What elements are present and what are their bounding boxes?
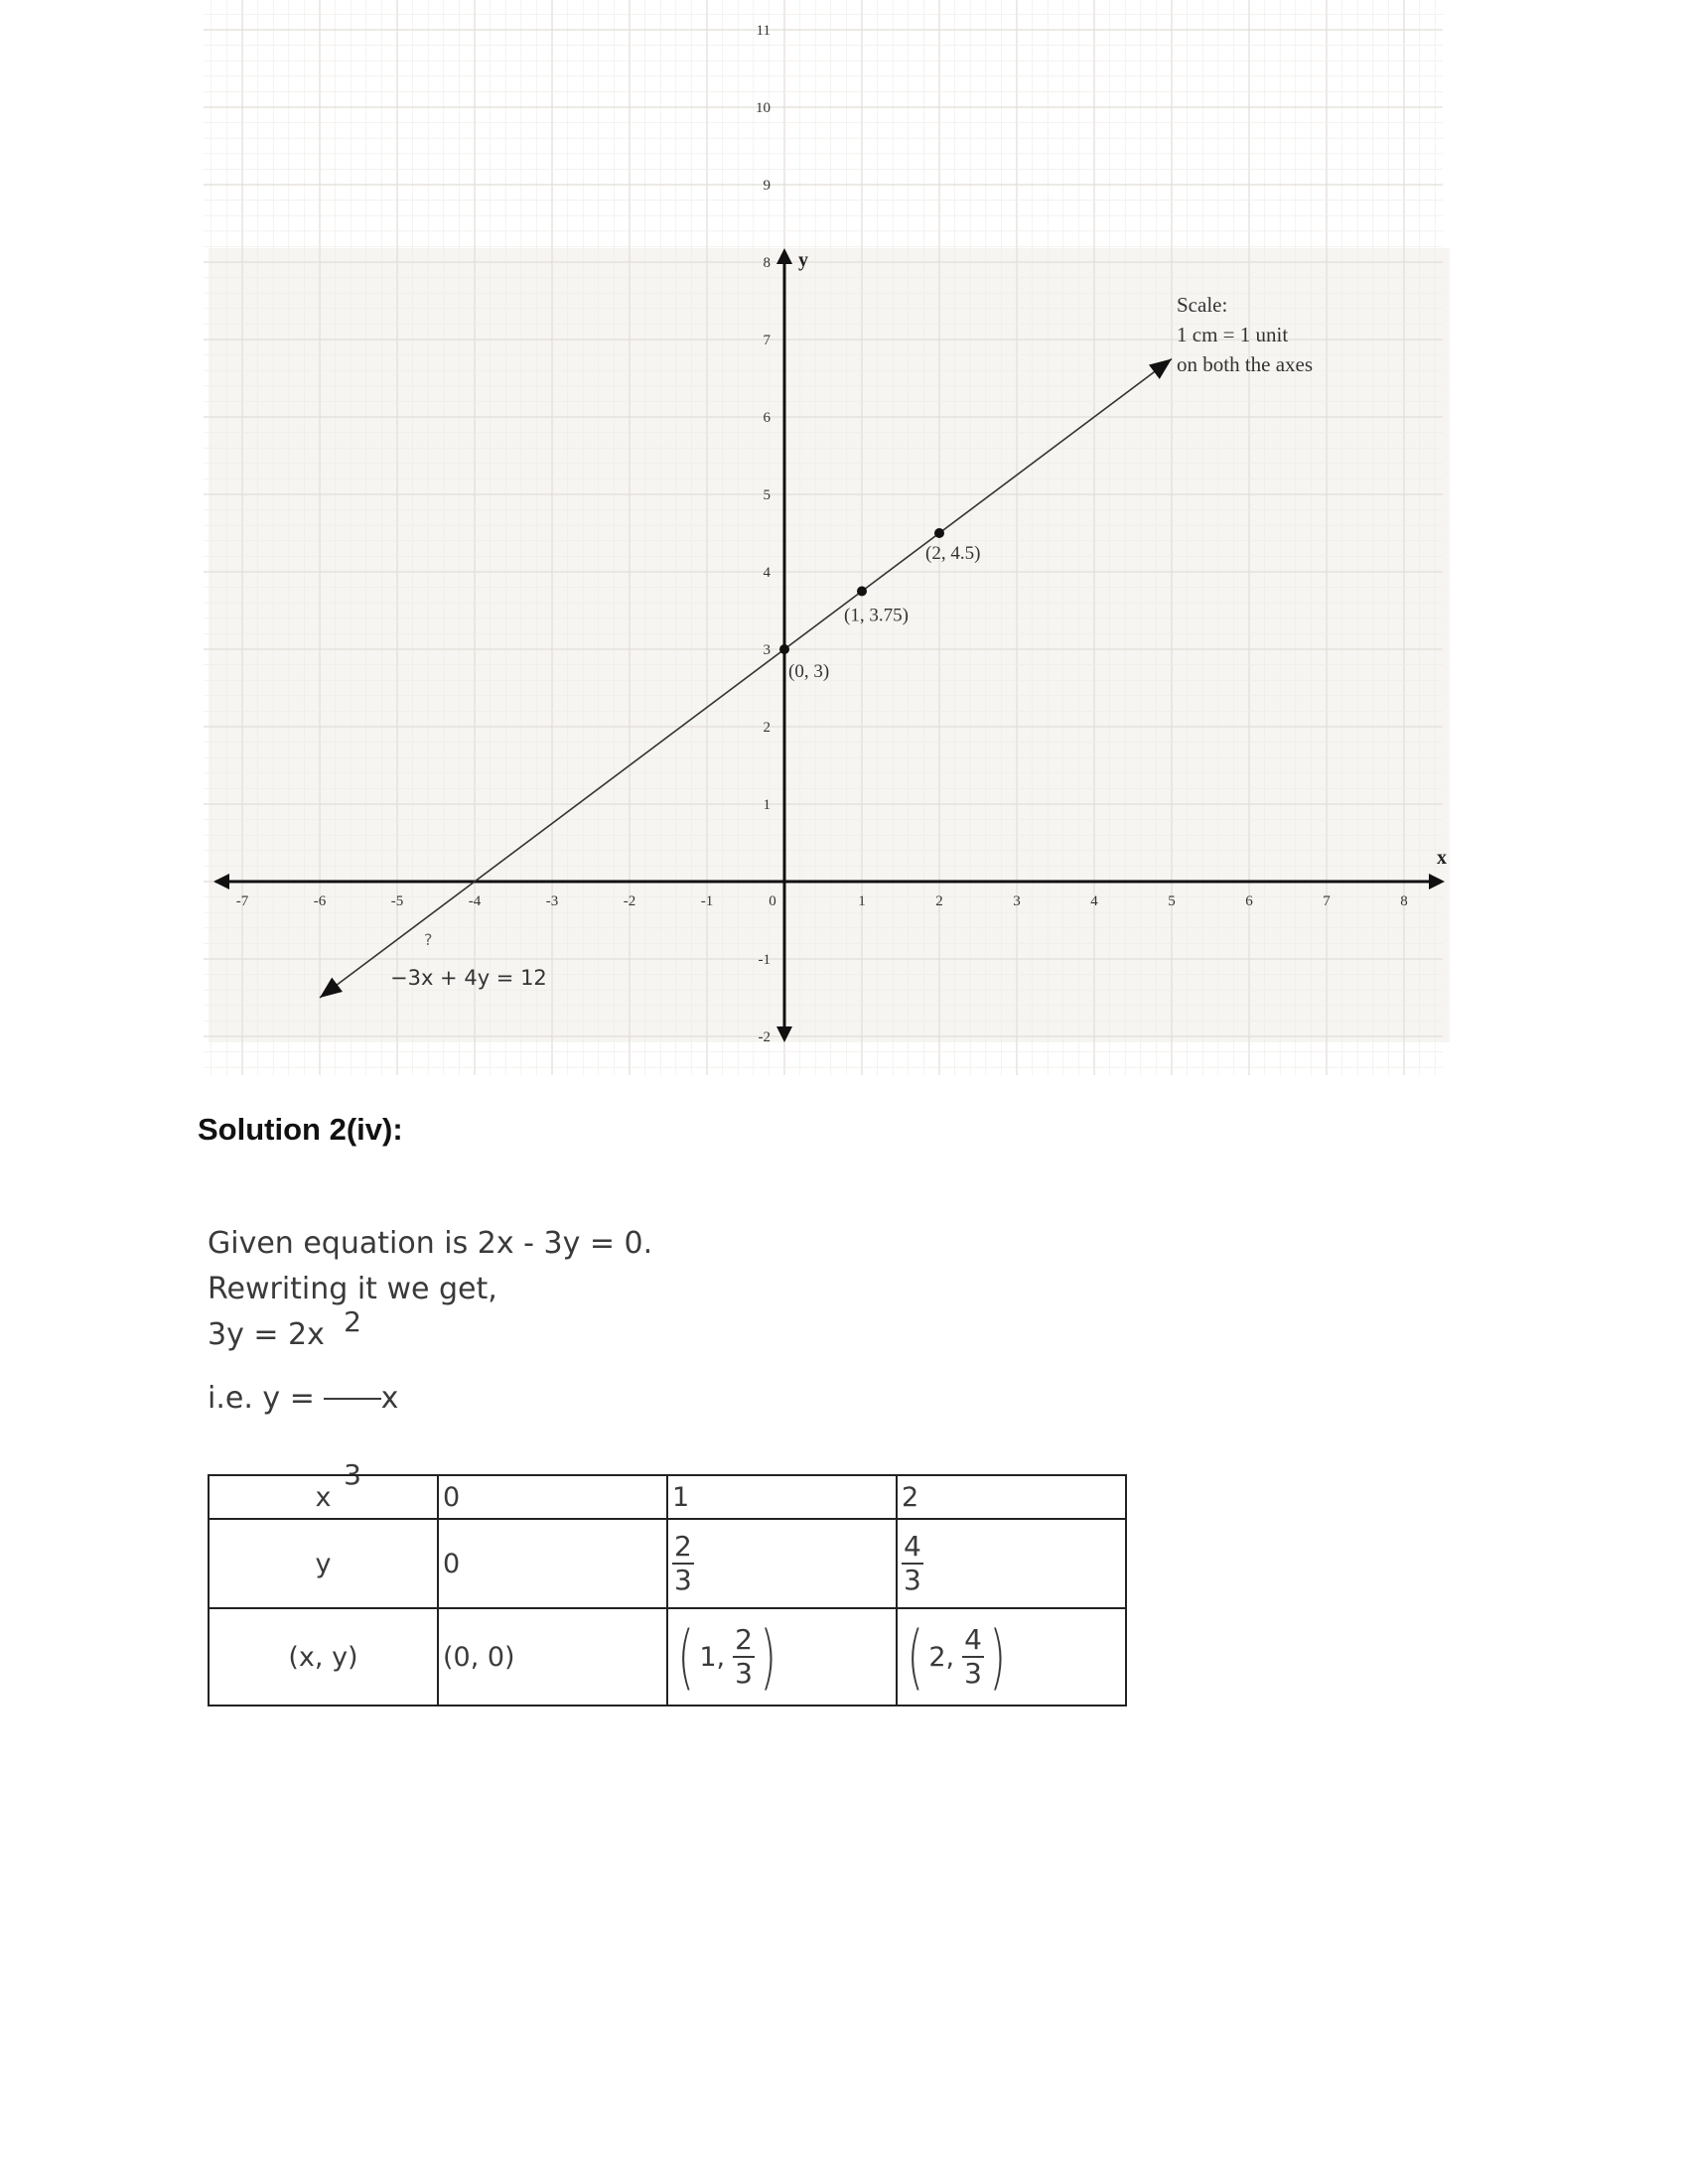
x-tick-label: 6 <box>1245 893 1253 909</box>
pair-x: 1, <box>699 1641 726 1673</box>
equation-label: −3x + 4y = 12 <box>390 966 547 990</box>
pair-y-fraction <box>962 1623 984 1690</box>
solved-suffix: x <box>380 1381 399 1416</box>
y-tick-label: 8 <box>763 255 771 271</box>
x-tick-label: 1 <box>858 893 866 909</box>
values-table <box>208 1474 1127 1706</box>
x-tick-label: -4 <box>468 893 482 909</box>
fraction-numerator: 4 <box>904 1530 921 1563</box>
cell-y-1 <box>667 1519 897 1608</box>
fraction-numerator: 4 <box>964 1623 982 1656</box>
fraction-numerator: 2 <box>735 1623 753 1656</box>
plot-point <box>779 644 789 654</box>
row-label-y: y <box>209 1519 438 1608</box>
x-axis-label: x <box>1437 847 1447 869</box>
x-tick-label: -5 <box>390 893 404 909</box>
x-tick-label: 7 <box>1323 893 1331 909</box>
x-tick-label: 5 <box>1168 893 1176 909</box>
point-label: (0, 3) <box>788 661 830 682</box>
cell-y-2 <box>897 1519 1126 1608</box>
point-label: (2, 4.5) <box>925 543 981 564</box>
y-tick-label: -1 <box>758 952 771 968</box>
y-tick-label: 10 <box>756 100 771 116</box>
x-tick-label: -2 <box>623 893 636 909</box>
pair-x: 2, <box>928 1641 955 1673</box>
y-tick-label: 9 <box>763 178 771 194</box>
row-label-xy: (x, y) <box>209 1608 438 1706</box>
x-tick-label: -7 <box>235 893 249 909</box>
fraction-numerator: 2 <box>344 1305 361 1338</box>
fraction-denominator: 3 <box>344 1458 361 1491</box>
solution-text <box>208 1221 653 1491</box>
linear-graph <box>204 23 1455 1052</box>
x-tick-label: 8 <box>1400 893 1408 909</box>
row-label-x: x <box>209 1475 438 1519</box>
coordinate-pair: ( 1, $\frac{2}{3}$ ) <box>677 1616 776 1698</box>
solved-prefix: i.e. y = <box>208 1381 325 1416</box>
cell-xy-2 <box>897 1608 1126 1706</box>
cell-y-0: 0 <box>438 1519 667 1608</box>
x-tick-label: -3 <box>545 893 559 909</box>
pair-y-fraction <box>733 1623 755 1690</box>
fraction-denominator: 3 <box>735 1657 753 1690</box>
cell-xy-0: (0, 0) <box>438 1608 667 1706</box>
x-tick-label: 3 <box>1013 893 1021 909</box>
fraction-numerator: 2 <box>674 1530 692 1563</box>
cell-x-1: 1 <box>667 1475 897 1519</box>
fraction-denominator: 3 <box>964 1657 982 1690</box>
plot-point <box>857 587 867 597</box>
y-tick-label: 3 <box>763 642 771 658</box>
table-row-y <box>209 1519 1126 1608</box>
solution-heading: Solution 2(iv): <box>198 1112 403 1147</box>
graph-figure <box>204 23 1455 1052</box>
y-tick-label: -2 <box>758 1029 771 1045</box>
cell-xy-1 <box>667 1608 897 1706</box>
scale-note-line: Scale: <box>1177 293 1228 317</box>
x-tick-label: -1 <box>700 893 714 909</box>
y-tick-label: 4 <box>763 565 771 581</box>
x-tick-label: -6 <box>313 893 327 909</box>
y-tick-label: 1 <box>763 797 771 813</box>
cell-x-0: 0 <box>438 1475 667 1519</box>
point-label: (1, 3.75) <box>844 605 909 626</box>
scale-note-line: 1 cm = 1 unit <box>1177 323 1289 346</box>
y-tick-label: 11 <box>756 23 771 39</box>
plot-point <box>934 528 944 538</box>
fraction-denominator: 3 <box>674 1564 692 1596</box>
cell-y-2-fraction <box>902 1530 923 1596</box>
cell-x-2: 2 <box>897 1475 1126 1519</box>
rewriting-line: Rewriting it we get, <box>208 1272 497 1306</box>
given-equation: Given equation is 2x - 3y = 0. <box>208 1226 653 1261</box>
cell-y-1-fraction <box>672 1530 694 1596</box>
y-tick-label: 6 <box>763 410 771 426</box>
fraction-denominator: 3 <box>904 1564 921 1596</box>
coordinate-pair: ( 2, $\frac{4}{3}$ ) <box>907 1616 1006 1698</box>
x-tick-label: 2 <box>935 893 943 909</box>
table-row-x <box>209 1475 1126 1519</box>
scale-note-line: on both the axes <box>1177 352 1314 376</box>
rearranged-equation: 3y = 2x <box>208 1317 325 1352</box>
y-tick-label: 2 <box>763 720 771 736</box>
x-tick-label: 0 <box>769 893 776 909</box>
x-tick-label: 4 <box>1090 893 1098 909</box>
y-tick-label: 5 <box>763 487 771 503</box>
y-tick-label: 7 <box>763 333 771 348</box>
y-axis-label: y <box>798 249 808 271</box>
table-row-xy <box>209 1608 1126 1706</box>
equation-pointer: ? <box>424 930 433 949</box>
